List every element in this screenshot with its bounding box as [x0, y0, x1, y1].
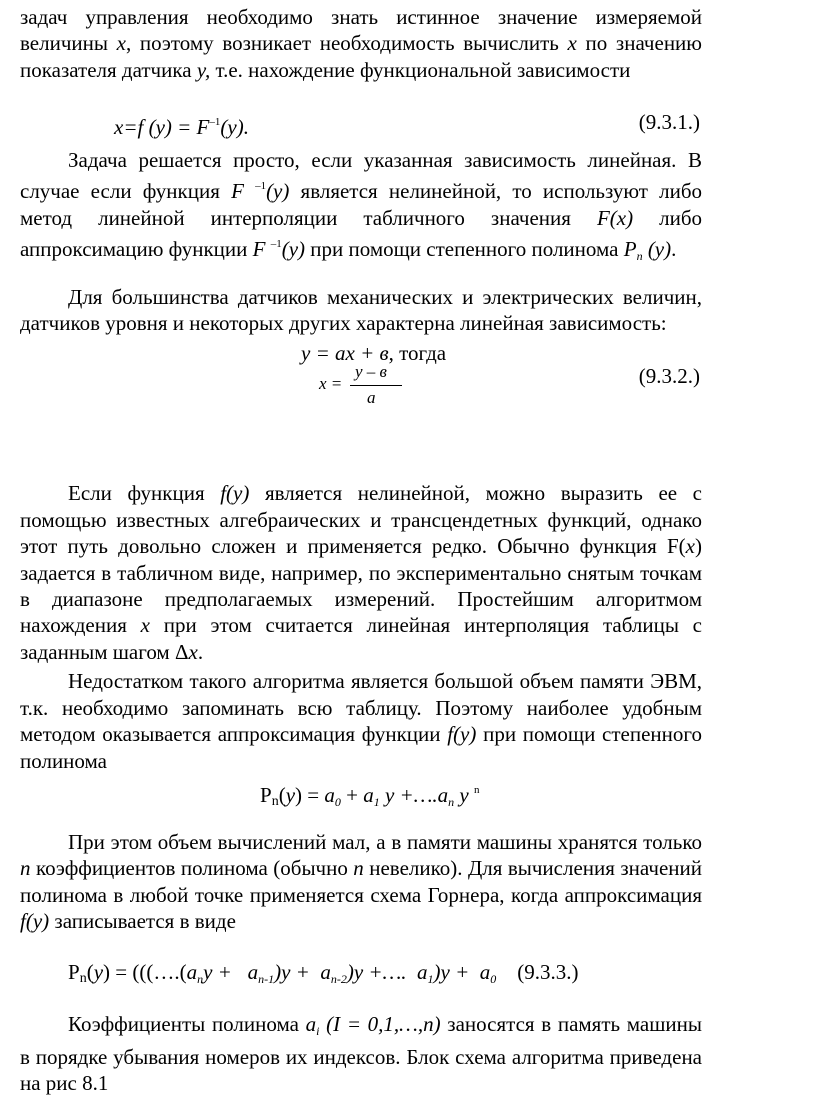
paragraph-5: Недостатком такого алгоритма является большой объем памяти ЭВМ, т.к. необходимо запоминать всю таблицу. Поэтому наиболее удобным методом оказывается аппроксимация функции f(y) при помощи степенного полинома	[20, 669, 702, 773]
fraction-numerator: y – в	[355, 362, 387, 382]
paragraph-3: Для большинства датчиков механических и электрических величин, датчиков уровня и некоторых других характерна линейная зависимость:	[20, 284, 702, 336]
equation-9-3-3: $Pn(y) = (((\dots.(a_ny + a_{n-1})y + a_{n-2})y$ +…. $a_1)y + a_0$ (9.3.3.)	[68, 959, 579, 986]
paragraph-1: задач управления необходимо знать истинное значение измеряемой величины x, поэтому возникает необходимость вычислить x по значению показателя датчика y, т.е. нахождение функциональной зависимости	[20, 5, 702, 82]
equation-number: (9.3.2.)	[638, 364, 700, 389]
paragraph-7: Коэффициенты полинома $a_i$ (I = 0,1,…,n) заносятся в память машины в порядке убывания номеров их индексов. Блок схема алгоритма приведена на рис 8.1	[20, 1011, 703, 1096]
document-page	[20, 4, 702, 1097]
equation-linear: y = ax + в, тогда	[301, 341, 447, 366]
fraction-line	[350, 385, 402, 386]
paragraph-4: Если функция f(y) является нелинейной, можно выразить ее с помощью известных алгебраических и трансцендетных функций, однако этот путь довольно сложен и применяется редко. Обычно функция F(x) задается в табличном виде, например, по экспериментально снятым точкам в диапазоне предполагаемых измерений. Простейшим алгоритмом нахождения x при этом считается линейная интерполяция таблицы с заданным шагом Δx.	[20, 481, 703, 664]
equation-9-3-1: x=f $(y) = F^{-1}(y)$. (9.3.1.)	[114, 110, 700, 139]
fraction-denominator: a	[367, 388, 376, 408]
equation-9-3-2: x = y – в a (9.3.2.)	[319, 362, 700, 408]
equation-polynomial: $Pn(y) = a_0 + a_1$ $y +\dots.a_n$ y $^n$	[260, 782, 480, 809]
equation-number: (9.3.3.)	[517, 959, 579, 984]
paragraph-2: Задача решается просто, если указанная зависимость линейная. В случае если функция F $^{-1}$(y) является нелинейной, то используют либо метод линейной интерполяции табличного значения F(x) либо аппроксимацию функции F $^{-1}$(y) при помощи степенного полинома $P_n$ (y).	[20, 148, 703, 264]
paragraph-6: При этом объем вычислений мал, а в памяти машины хранятся только n коэффициентов полинома (обычно n невелико). Для вычисления значений полинома в любой точке применяется схема Горнера, когда аппроксимация f(y) записывается в виде	[20, 829, 702, 934]
equation-number: (9.3.1.)	[638, 110, 700, 134]
